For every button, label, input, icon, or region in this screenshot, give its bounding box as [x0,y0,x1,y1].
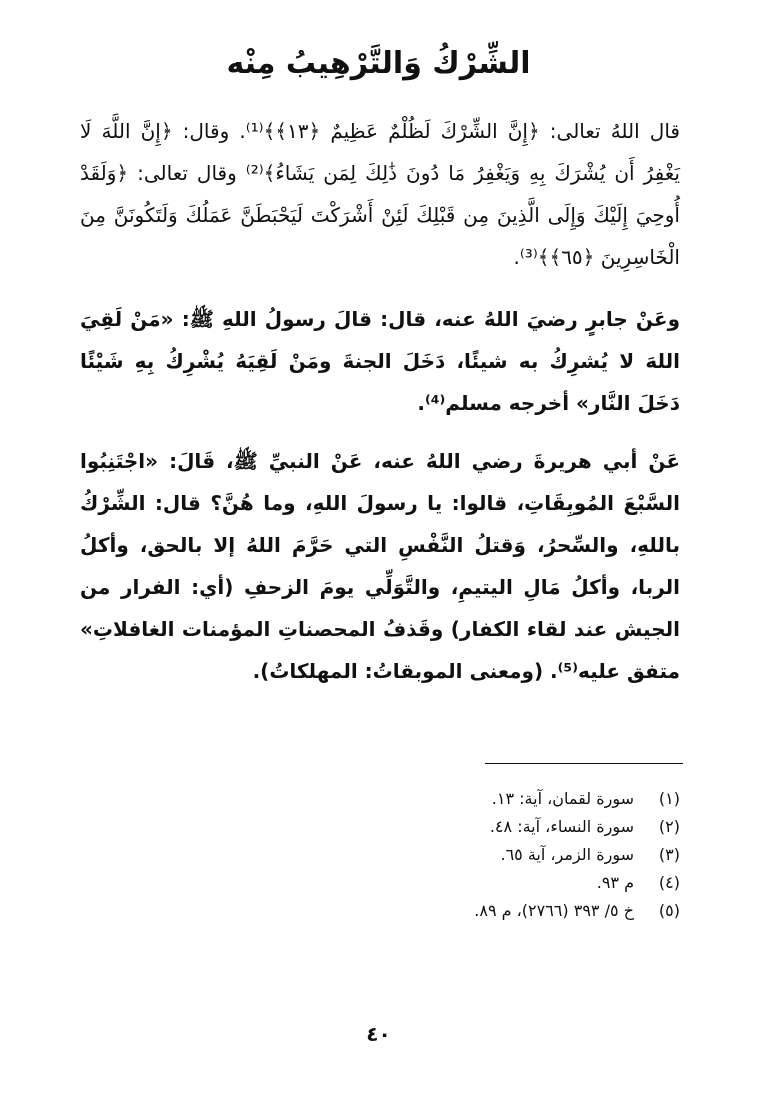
footnote-text: م ٩٣. [596,873,634,892]
footnote-number: (٥) [658,901,680,920]
footnote-text: خ ٥/ ٣٩٣ (٢٧٦٦)، م ٨٩. [474,901,634,920]
footnote-number: (١) [658,789,680,808]
footnote-text: سورة الزمر، آية ٦٥. [500,845,634,864]
paragraph-hadith-jabir: وعَنْ جابرٍ رضيَ اللهُ عنه، قال: قالَ رسولُ اللهِ ﷺ: «مَنْ لَقِيَ اللهَ لا يُشرِكُ به شيئًا، دَخَلَ الجنةَ ومَنْ لَقِيَهُ يُشْرِكُ بِهِ شَيْئًا دَخَلَ النَّار» أخرجه مسلم⁽⁴⁾. [80,307,680,415]
footnote-item [160,869,680,897]
footnote-text: سورة لقمان، آية: ١٣. [491,789,634,808]
paragraph-hadith-abu-hurayra: عَنْ أبي هريرةَ رضي اللهُ عنه، عَنْ النبيِّ ﷺ، قَالَ: «اجْتَنِبُوا السَّبْعَ المُوبِقَاتِ، قالوا: يا رسولَ اللهِ، وما هُنَّ؟ قال: الشِّرْكُ باللهِ، والسِّحرُ، وَقتلُ النَّفْسِ التي حَرَّمَ اللهُ إلا بالحق، وأكلُ الربا، وأكلُ مَالِ اليتيمِ، والتَّوَلِّي يومَ الزحفِ (أي: الفرار من الجيش عند لقاء الكفار) وقَذفُ المحصناتِ المؤمنات الغافلاتِ» متفق عليه⁽⁵⁾. (ومعنى الموبقاتُ: المهلكاتُ). [80,449,680,683]
footnotes [160,785,680,925]
footnote-text: سورة النساء، آية: ٤٨. [489,817,634,836]
footnote-number: (٣) [658,845,680,864]
paragraph-quran-verses: قال اللهُ تعالى: ﴿إِنَّ الشِّرْكَ لَظُلْمٌ عَظِيمٌ ﴿١٣﴾﴾⁽¹⁾. وقال: ﴿إِنَّ اللَّهَ لَا يَغْفِرُ أَن يُشْرَكَ بِهِ وَيَغْفِرُ مَا دُونَ ذَٰلِكَ لِمَن يَشَاءُ﴾⁽²⁾ وقال تعالى: ﴿وَلَقَدْ أُوحِيَ إِلَيْكَ وَإِلَى الَّذِينَ مِن قَبْلِكَ لَئِنْ أَشْرَكْتَ لَيَحْبَطَنَّ عَمَلُكَ وَلَتَكُونَنَّ مِنَ الْخَاسِرِينَ ﴿٦٥﴾﴾⁽³⁾. [80,119,680,269]
footnote-divider [485,763,683,764]
footnote-number: (٤) [658,873,680,892]
footnote-item [160,897,680,925]
footnote-item [160,841,680,869]
chapter-title: الشِّرْكُ وَالتَّرْهِيبُ مِنْه [226,46,531,81]
footnote-number: (٢) [658,817,680,836]
footnote-item [160,813,680,841]
footnote-item [160,785,680,813]
page-number: ٤٠ [366,1022,391,1046]
